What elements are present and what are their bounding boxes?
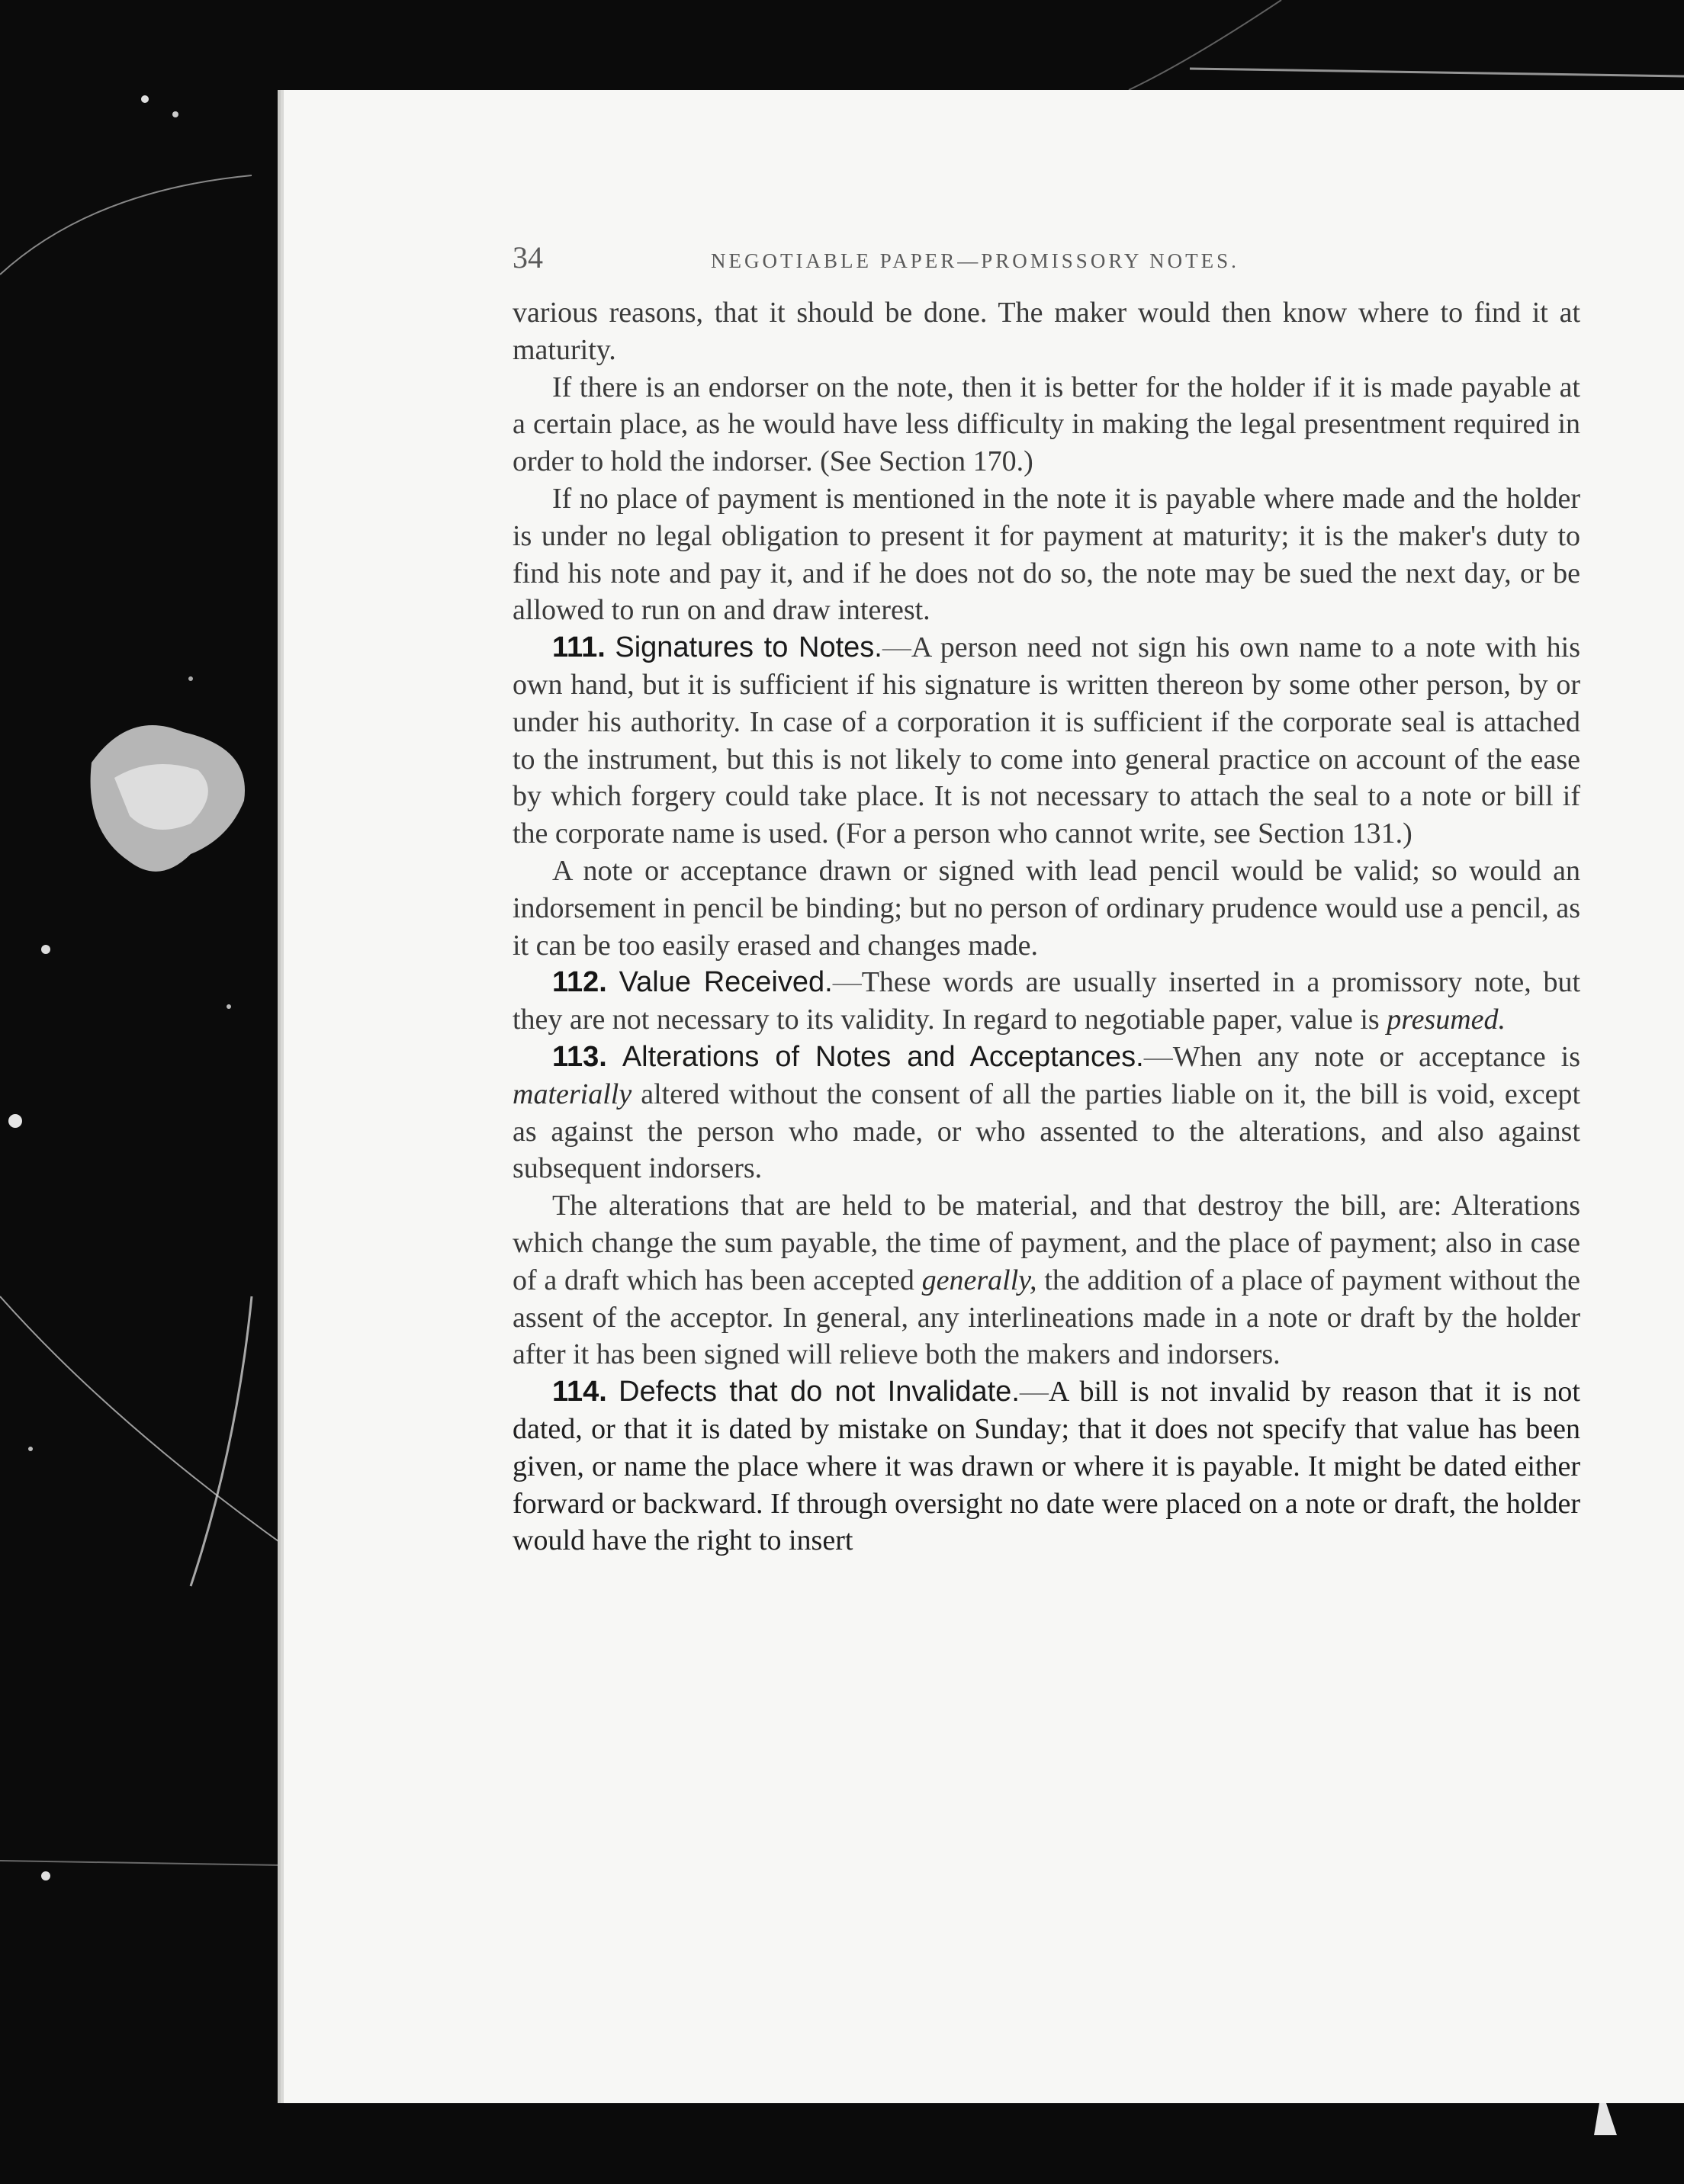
section-text: These words are usually inserted in a promissory note, but they are not necessary to its validity. In regard to negotiable paper, value is — [513, 966, 1581, 1036]
em-dash: — — [1143, 1040, 1173, 1073]
body-text — [513, 294, 1580, 1559]
paragraph-place-of-payment: If no place of payment is mentioned in the note it is payable where made and the holder is under no legal obligation to present it for payment at maturity; it is the maker's duty to find his note and pay it, and if he does not do so, the note may be sued the next day, or be allowed to run on and draw interest. — [513, 482, 1580, 627]
section-number: 112. — [552, 966, 607, 999]
paragraph-text: The alterations that are held to be material, and that destroy the bill, are: Alterations which change the sum payable, the time of payment, and the place of payment; also in case of a draft which has been accepted — [513, 1190, 1580, 1296]
section-112 — [513, 964, 1580, 1039]
section-text: A person need not sign his own name to a note with his own hand, but it is sufficient if his signature is written thereon by some other person, by or under his authority. In case of a corporation it is sufficient if the corporate seal is attached to the instrument, but this is not likely to come into general practice on account of the ease by which forgery could take place. It is not necessary to attach the seal to a note or bill if the corporate name is used. (For a person who cannot write, see Section 131.) — [513, 631, 1581, 850]
section-114 — [513, 1373, 1580, 1559]
section-text-continued: altered without the consent of all the parties liable on it, the bill is void, except as against the person who made, or who assented to the alterations, and also against subsequent indorsers. — [513, 1078, 1580, 1185]
running-header — [513, 239, 1580, 294]
emphasis-text: presumed. — [1387, 1004, 1506, 1036]
paragraph-pencil: A note or acceptance drawn or signed with lead pencil would be valid; so would an indorsement in pencil be binding; but no person of ordinary prudence would use a pencil, as it can be too easily erased and changes made. — [513, 854, 1580, 962]
paragraph-endorser: If there is an endorser on the note, then it is better for the holder if it is made payable at a certain place, as he would have less difficulty in making the legal presentment required in order to hold the indorser. (See Section 170.) — [513, 371, 1580, 478]
section-number: 113. — [552, 1040, 607, 1073]
section-title: Defects that do not Invalidate. — [619, 1376, 1020, 1408]
section-title: Value Received. — [619, 966, 833, 999]
em-dash: — — [1019, 1376, 1049, 1408]
page-content — [513, 239, 1580, 1559]
em-dash: — — [832, 966, 862, 999]
section-number: 114. — [552, 1376, 607, 1408]
book-page — [284, 90, 1684, 2103]
section-text: When any note or acceptance is — [1172, 1040, 1580, 1073]
emphasis-text: generally, — [921, 1264, 1037, 1296]
section-text: A bill is not invalid by reason that it is not dated, or that it is dated by mistake on Sunday; that it does not specify that value has been given, or name the place where it was drawn or where it is payable. It might be dated either forward or backward. If through oversight no date were placed on a note or draft, the holder would have the right to insert — [513, 1376, 1580, 1557]
section-111 — [513, 629, 1580, 853]
running-title: NEGOTIABLE PAPER—PROMISSORY NOTES. — [711, 249, 1239, 272]
paragraph-alterations — [513, 1187, 1580, 1373]
section-title: Signatures to Notes. — [615, 631, 882, 664]
section-number: 111. — [552, 631, 606, 664]
em-dash: — — [882, 631, 911, 664]
page-number: 34 — [513, 240, 543, 275]
section-title: Alterations of Notes and Acceptances. — [622, 1040, 1144, 1073]
emphasis-text: materially — [513, 1078, 632, 1110]
paragraph-text-continued: the addition of a place of payment without the assent of the acceptor. In general, any interlineations made in a note or draft by the holder after it has been signed will relieve both the makers and indorsers. — [513, 1264, 1580, 1371]
section-113 — [513, 1039, 1580, 1187]
paragraph-continued: various reasons, that it should be done. The maker would then know where to find it at maturity. — [513, 297, 1580, 366]
